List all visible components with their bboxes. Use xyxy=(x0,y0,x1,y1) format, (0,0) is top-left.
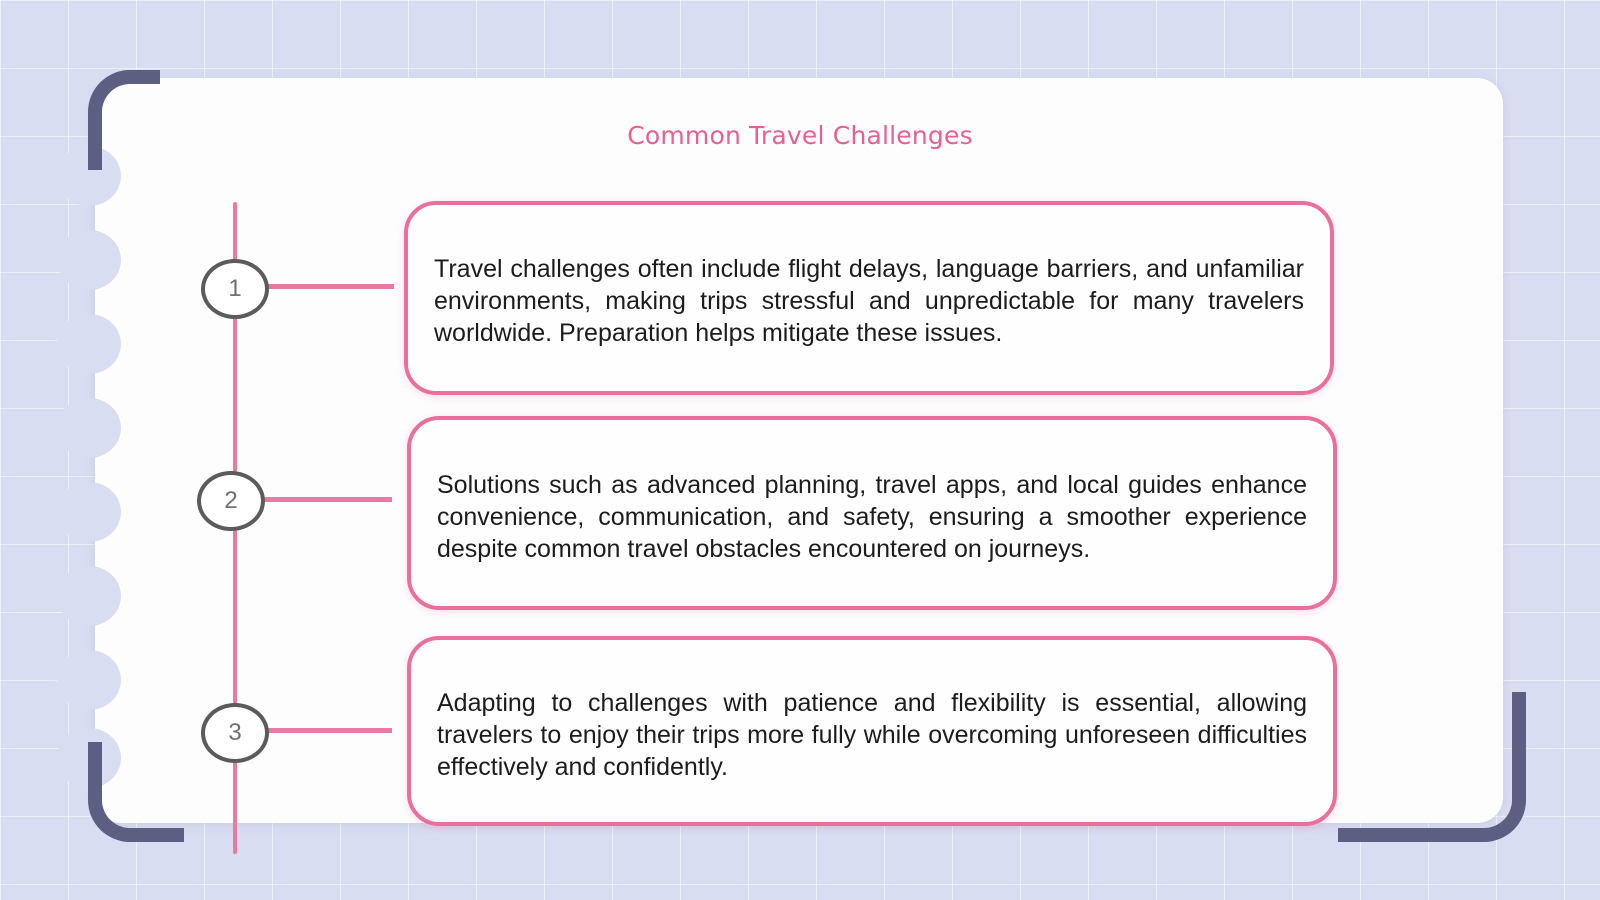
binder-hole xyxy=(57,482,121,542)
binder-hole xyxy=(57,314,121,374)
slide-title: Common Travel Challenges xyxy=(627,121,973,150)
step-text-3: Adapting to challenges with patience and flexibility is essential, allowing travelers to enjoy their trips more fully while overcoming unforeseen difficulties effectively and confidently. xyxy=(437,689,1307,781)
step-card-1 xyxy=(404,201,1334,395)
corner-bracket-top-left xyxy=(88,70,160,170)
binder-hole xyxy=(57,650,121,710)
binder-hole xyxy=(57,230,121,290)
step-circle-2: 2 xyxy=(197,471,265,531)
step-card-3 xyxy=(407,636,1337,826)
corner-bracket-bottom-right xyxy=(1338,692,1526,842)
step-text-2: Solutions such as advanced planning, travel apps, and local guides enhance convenience, communication, and safety, ensuring a smoother experience despite common travel obstacles encountered on journeys. xyxy=(437,471,1307,563)
step-circle-1: 1 xyxy=(201,259,269,319)
binder-hole xyxy=(57,398,121,458)
connector-line-2 xyxy=(262,497,392,502)
corner-bracket-bottom-left xyxy=(88,742,184,842)
connector-line-3 xyxy=(266,728,392,733)
step-card-2 xyxy=(407,416,1337,610)
step-text-1: Travel challenges often include flight delays, language barriers, and unfamiliar environments, making trips stressful and unpredictable for many travelers worldwide. Preparation helps mitigate these issues. xyxy=(434,255,1304,347)
connector-line-1 xyxy=(266,284,394,289)
binder-hole xyxy=(57,566,121,626)
step-circle-3: 3 xyxy=(201,703,269,763)
